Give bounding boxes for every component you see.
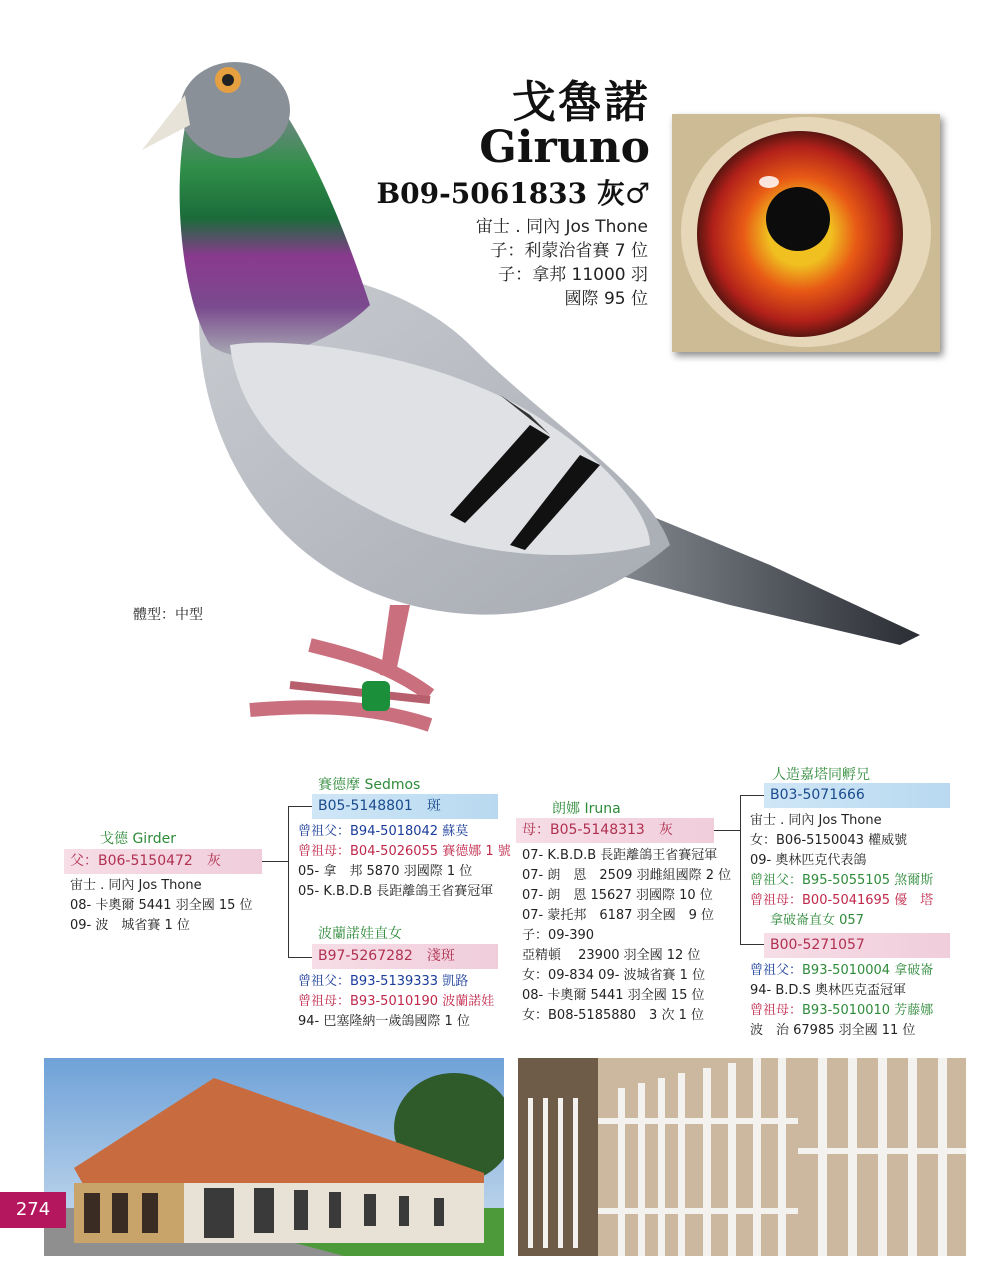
great-granddam: B93-5010010 芳藤娜 [802,1003,934,1018]
great-granddam: B00-5041695 優 塔 [802,893,934,908]
dam-granddam-line: 波 治 67985 羽全國 11 位 [750,1023,916,1038]
great-grandsire: B95-5055105 煞爾斯 [802,873,934,888]
info-line: 國際 95 位 [564,289,648,309]
dam-granddam-line: 94- B.D.S 奧林匹克盃冠軍 [750,983,906,998]
pigeon-name-english: Giruno [479,122,650,173]
pigeon-info [400,215,648,311]
dam-grandsire-line: 宙士 . 同內 Jos Thone [750,813,882,828]
connector-line [714,830,740,831]
sire-details [70,876,253,936]
connector-line [740,795,764,796]
dam-ring-bar: 母：B05-5148313 灰 [516,818,714,843]
dam-name: 朗娜 Iruna [552,801,621,817]
grandsire-ring-bar: B05-5148801 斑 [312,794,498,819]
dam-line: 08- 卡奧爾 5441 羽全國 15 位 [522,988,705,1003]
dam-line: 亞精頓 23900 羽全國 12 位 [522,948,701,963]
dam-line: 子：09-390 [522,928,595,943]
loft-exterior-photo [44,1058,504,1256]
granddam-ring-bar: B97-5267282 淺斑 [312,944,498,969]
sire-line: 宙士 . 同內 Jos Thone [70,878,202,893]
grandsire-line: 05- K.B.D.B 長距離鴿王省賽冠軍 [298,884,494,899]
ggs-prefix: 曾祖父： [750,873,803,888]
dam-line: 女：B08-5185880 3 次 1 位 [522,1008,704,1023]
page-number: 274 [0,1192,66,1228]
sire-name: 戈德 Girder [100,831,176,847]
granddam-name: 波蘭諾娃直女 [318,926,402,942]
dam-line: 女：09-834 09- 波城省賽 1 位 [522,968,706,983]
granddam-details [298,972,494,1032]
ggs-prefix: 曾祖父： [298,974,351,989]
ggd-prefix: 曾祖母： [298,844,351,859]
grandsire-name: 賽德摩 Sedmos [318,777,421,793]
connector-line [262,861,288,862]
ggd-prefix: 曾祖母： [750,893,803,908]
ggs-prefix: 曾祖父： [298,824,351,839]
dam-granddam-details [750,961,933,1041]
ggd-prefix: 曾祖母： [298,994,351,1009]
great-grandsire: B93-5139333 凱路 [350,974,469,989]
great-grandsire: B93-5010004 拿破崙 [802,963,934,978]
connector-line [740,944,764,945]
connector-line [288,806,289,958]
info-line: 宙士 . 同內 Jos Thone [475,217,648,237]
connector-line [288,957,312,958]
dam-grandsire-line: 女：B06-5150043 權威號 [750,833,908,848]
ring-number: B09-5061833 灰♂ [376,177,650,210]
great-granddam-note: 拿破崙直女 057 [770,913,864,928]
dam-grandsire-line: 09- 奧林匹克代表鴿 [750,853,867,868]
great-granddam: B04-5026055 賽德娜 1 號 [350,844,511,859]
dam-line: 07- K.B.D.B 長距離鴿王省賽冠軍 [522,848,718,863]
body-type-label: 體型：中型 [133,607,203,623]
great-granddam: B93-5010190 波蘭諾娃 [350,994,495,1009]
sire-line: 08- 卡奧爾 5441 羽全國 15 位 [70,898,253,913]
pigeon-name-chinese: 戈魯諾 [512,77,650,128]
great-grandsire: B94-5018042 蘇莫 [350,824,469,839]
dam-grandsire-details [750,811,933,931]
dam-granddam-ring-bar: B00-5271057 [764,933,950,958]
info-line: 子：拿邦 11000 羽 [498,265,648,285]
grandsire-details [298,822,511,902]
ggs-prefix: 曾祖父： [750,963,803,978]
dam-details [522,846,731,1026]
connector-line [288,806,312,807]
info-line: 子：利蒙治省賽 7 位 [490,241,648,261]
dam-grandsire-ring-bar: B03-5071666 [764,783,950,808]
sire-ring-bar: 父：B06-5150472 灰 [64,849,262,874]
ggd-prefix: 曾祖母： [750,1003,803,1018]
dam-line: 07- 朗 恩 15627 羽國際 10 位 [522,888,713,903]
loft-interior-photo [518,1058,966,1256]
dam-grandsire-name: 人造嘉塔同孵兄 [772,767,870,783]
eye-photo [672,114,940,352]
granddam-line: 94- 巴塞隆納一歲鴿國際 1 位 [298,1014,470,1029]
grandsire-line: 05- 拿 邦 5870 羽國際 1 位 [298,864,473,879]
connector-line [740,795,741,945]
sire-line: 09- 波 城省賽 1 位 [70,918,190,933]
dam-line: 07- 朗 恩 2509 羽雌組國際 2 位 [522,868,732,883]
dam-line: 07- 蒙托邦 6187 羽全國 9 位 [522,908,714,923]
